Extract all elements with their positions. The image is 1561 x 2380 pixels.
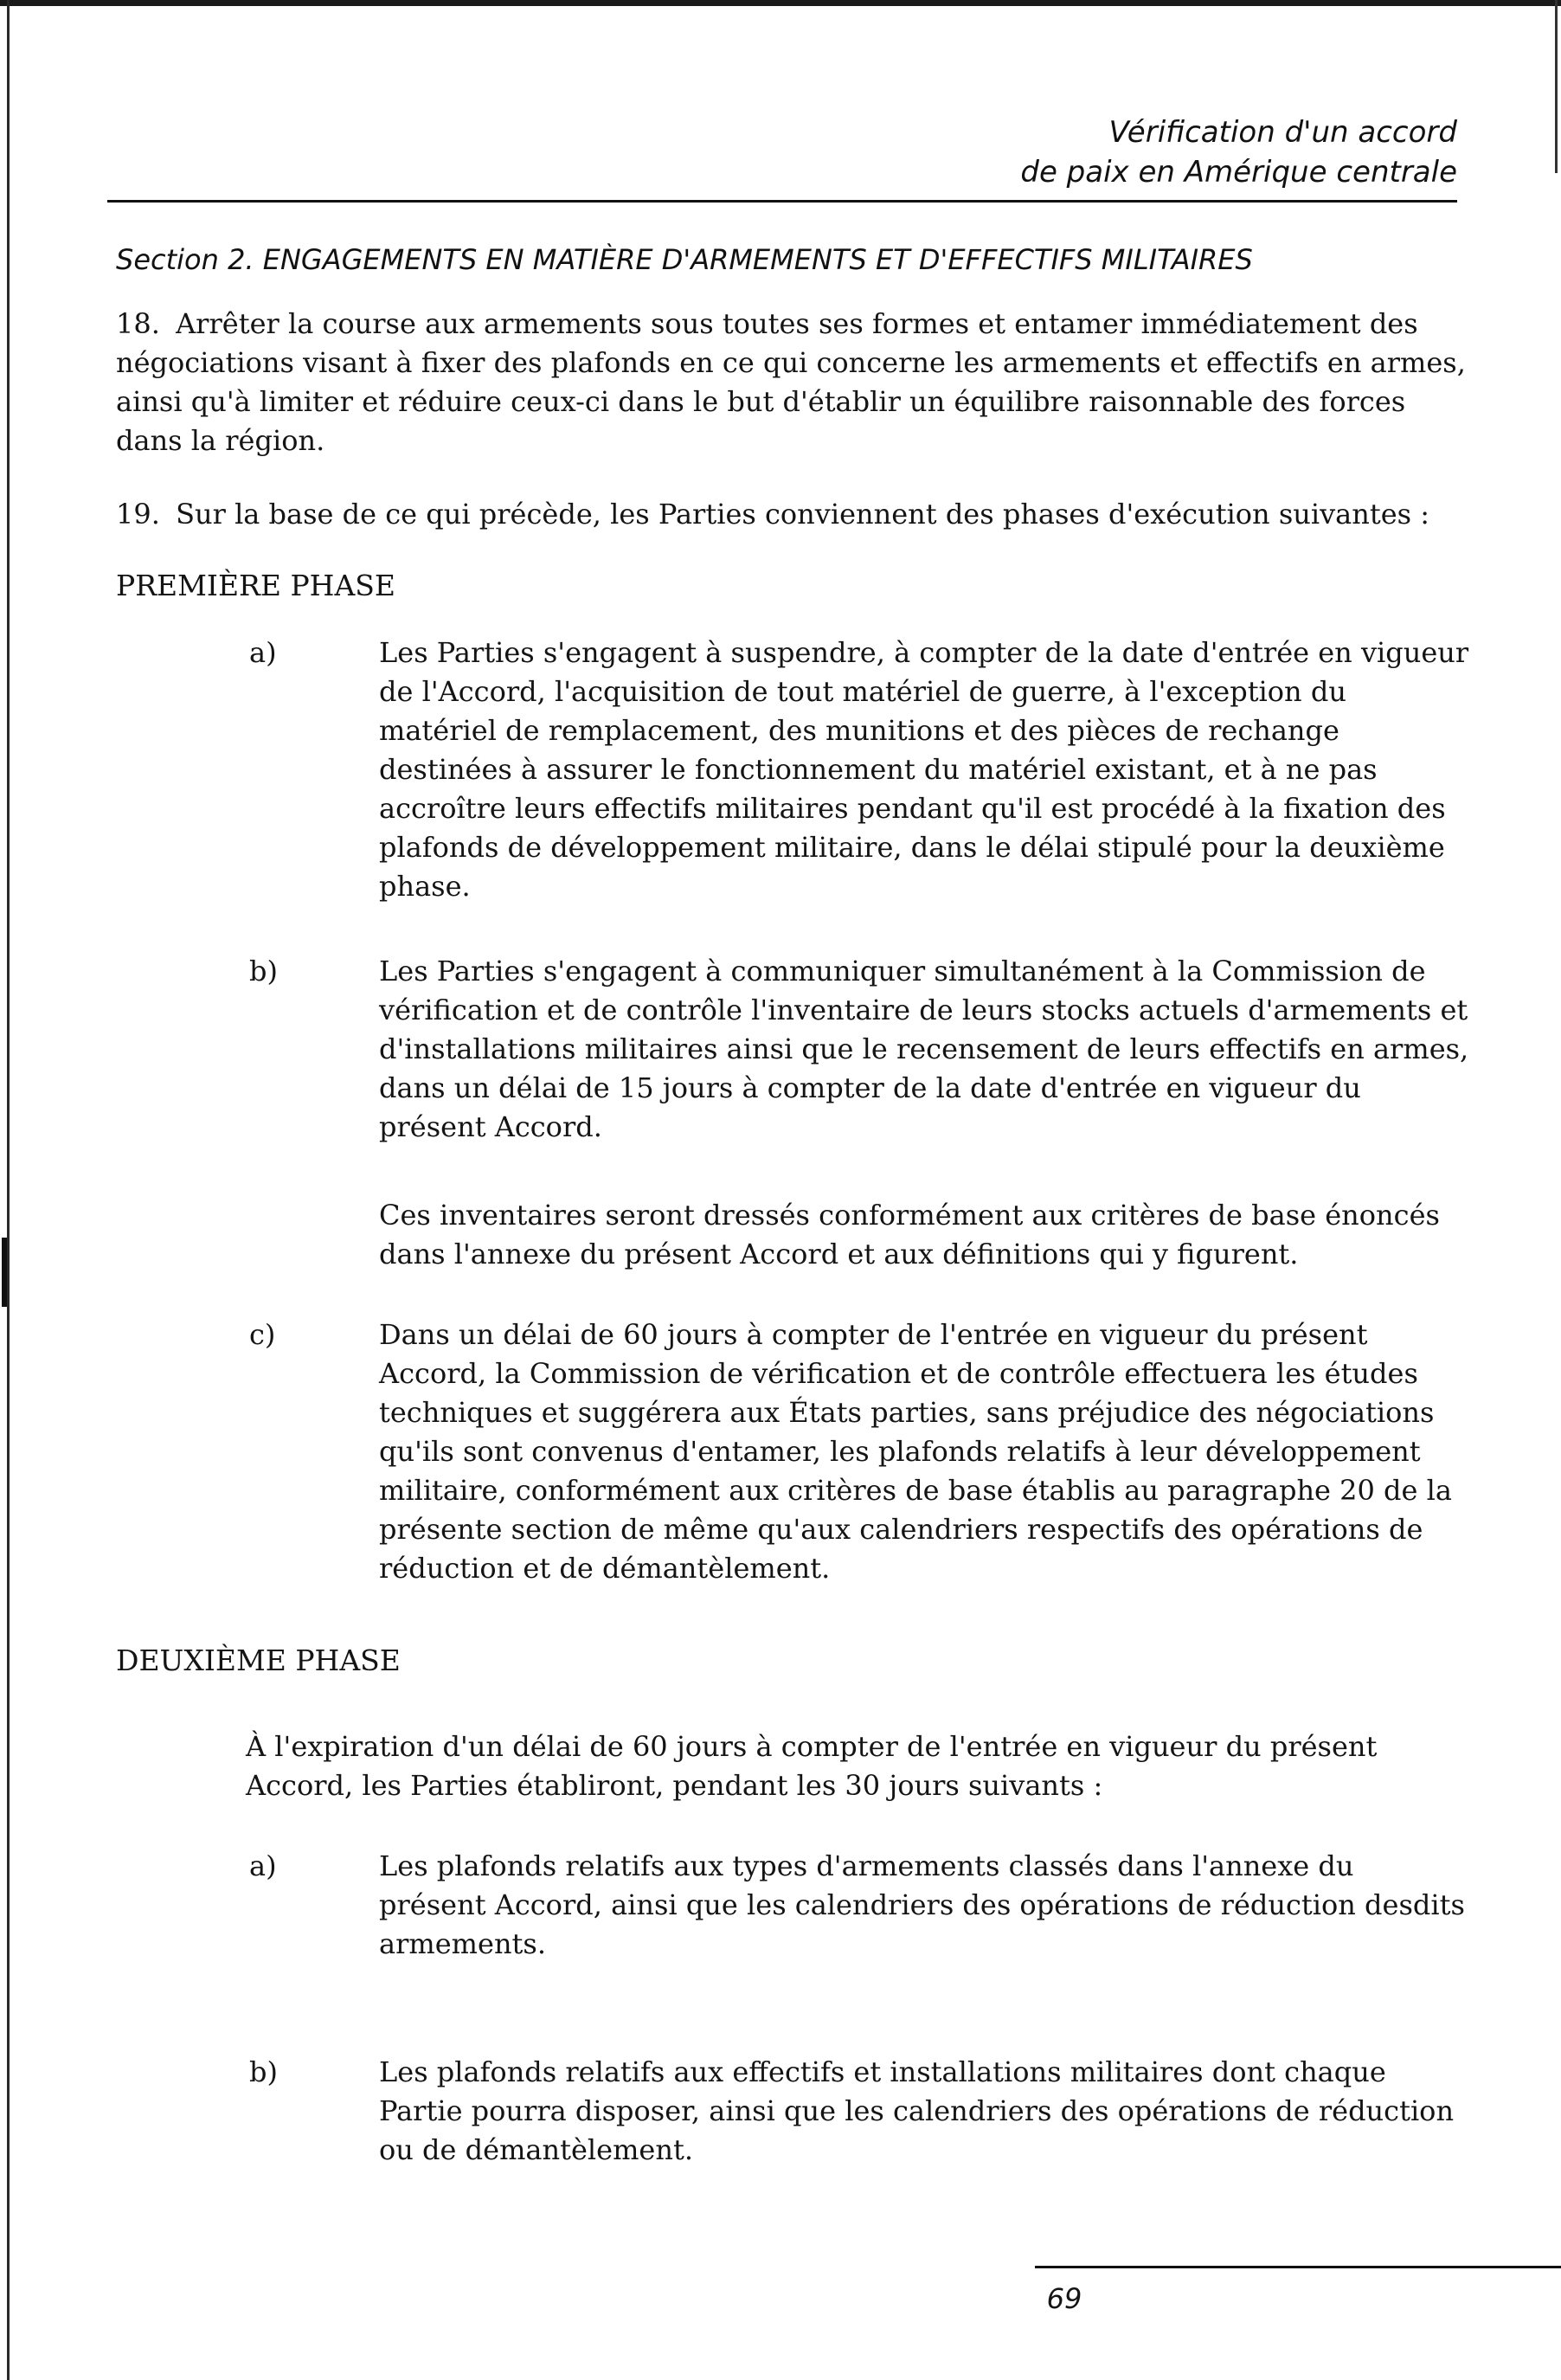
item-letter: c) [249, 1318, 276, 1351]
scan-right-edge [1555, 0, 1558, 173]
item-text: Les plafonds relatifs aux types d'armements classés dans l'annexe du présent Accord, ainsi que les calendriers des opérations de réduction desdits armements. [379, 1849, 1465, 1960]
item-letter: a) [249, 636, 277, 669]
item-text: Les plafonds relatifs aux effectifs et installations militaires dont chaque Partie pourra disposer, ainsi que les calendriers des opérations de réduction ou de démantèlement. [379, 2055, 1455, 2166]
scan-left-edge [7, 0, 10, 2380]
paragraph-number: 18. [116, 307, 160, 340]
scan-top-edge [0, 0, 1561, 6]
paragraph-text: Sur la base de ce qui précède, les Parties conviennent des phases d'exécution suivantes : [176, 498, 1430, 531]
item-letter: b) [249, 2055, 278, 2088]
running-header-line-1: Vérification d'un accord [1108, 115, 1457, 150]
paragraph-19 [116, 495, 1500, 534]
item-text: Les Parties s'engagent à communiquer simultanément à la Commission de vérification et de contrôle l'inventaire de leurs stocks actuels d'armements et d'installations militaires ainsi que le recensement de leurs effectifs en armes, dans un délai de 15 jours à compter de la date d'entrée en vigueur du présent Accord. [379, 955, 1469, 1143]
section-title: Section 2. ENGAGEMENTS EN MATIÈRE D'ARMEMENTS ET D'EFFECTIFS MILITAIRES [116, 243, 1253, 276]
footer-rule [1035, 2266, 1561, 2268]
running-header-line-2: de paix en Amérique centrale [1020, 155, 1457, 190]
running-header [851, 113, 1457, 192]
header-rule [107, 200, 1457, 203]
item-letter: b) [249, 955, 278, 987]
paragraph-text: Arrêter la course aux armements sous toutes ses formes et entamer immédiatement des négociations visant à fixer des plafonds en ce qui concerne les armements et effectifs en armes, ainsi qu'à limiter et réduire ceux-ci dans le but d'établir un équilibre raisonnable des forces dans la région. [116, 307, 1466, 457]
phase-2-intro: À l'expiration d'un délai de 60 jours à compter de l'entrée en vigueur du présent Accord, les Parties établiront, pendant les 30 jours suivants : [246, 1730, 1378, 1802]
paragraph-number: 19. [116, 498, 160, 531]
scan-margin-mark [2, 1238, 7, 1307]
page-number: 69 [1046, 2282, 1082, 2315]
phase-1-heading: PREMIÈRE PHASE [116, 569, 395, 602]
phase-2-heading: DEUXIÈME PHASE [116, 1643, 401, 1677]
item-letter: a) [249, 1849, 277, 1882]
item-text: Les Parties s'engagent à suspendre, à compter de la date d'entrée en vigueur de l'Accord, l'acquisition de tout matériel de guerre, à l'exception du matériel de remplacement, des munitions et des pièces de rechange destinées à assurer le fonctionnement du matériel existant, et à ne pas accroître leurs effectifs militaires pendant qu'il est procédé à la fixation des plafonds de développement militaire, dans le délai stipulé pour la deuxième phase. [379, 636, 1469, 903]
item-note: Ces inventaires seront dressés conformément aux critères de base énoncés dans l'annexe du présent Accord et aux définitions qui y figurent. [379, 1199, 1440, 1270]
paragraph-18 [116, 305, 1468, 460]
item-text: Dans un délai de 60 jours à compter de l'entrée en vigueur du présent Accord, la Commission de vérification et de contrôle effectuera les études techniques et suggérera aux États parties, sans préjudice des négociations qu'ils sont convenus d'entamer, les plafonds relatifs à leur développement militaire, conformément aux critères de base établis au paragraphe 20 de la présente section de même qu'aux calendriers respectifs des opérations de réduction et de démantèlement. [379, 1318, 1452, 1585]
